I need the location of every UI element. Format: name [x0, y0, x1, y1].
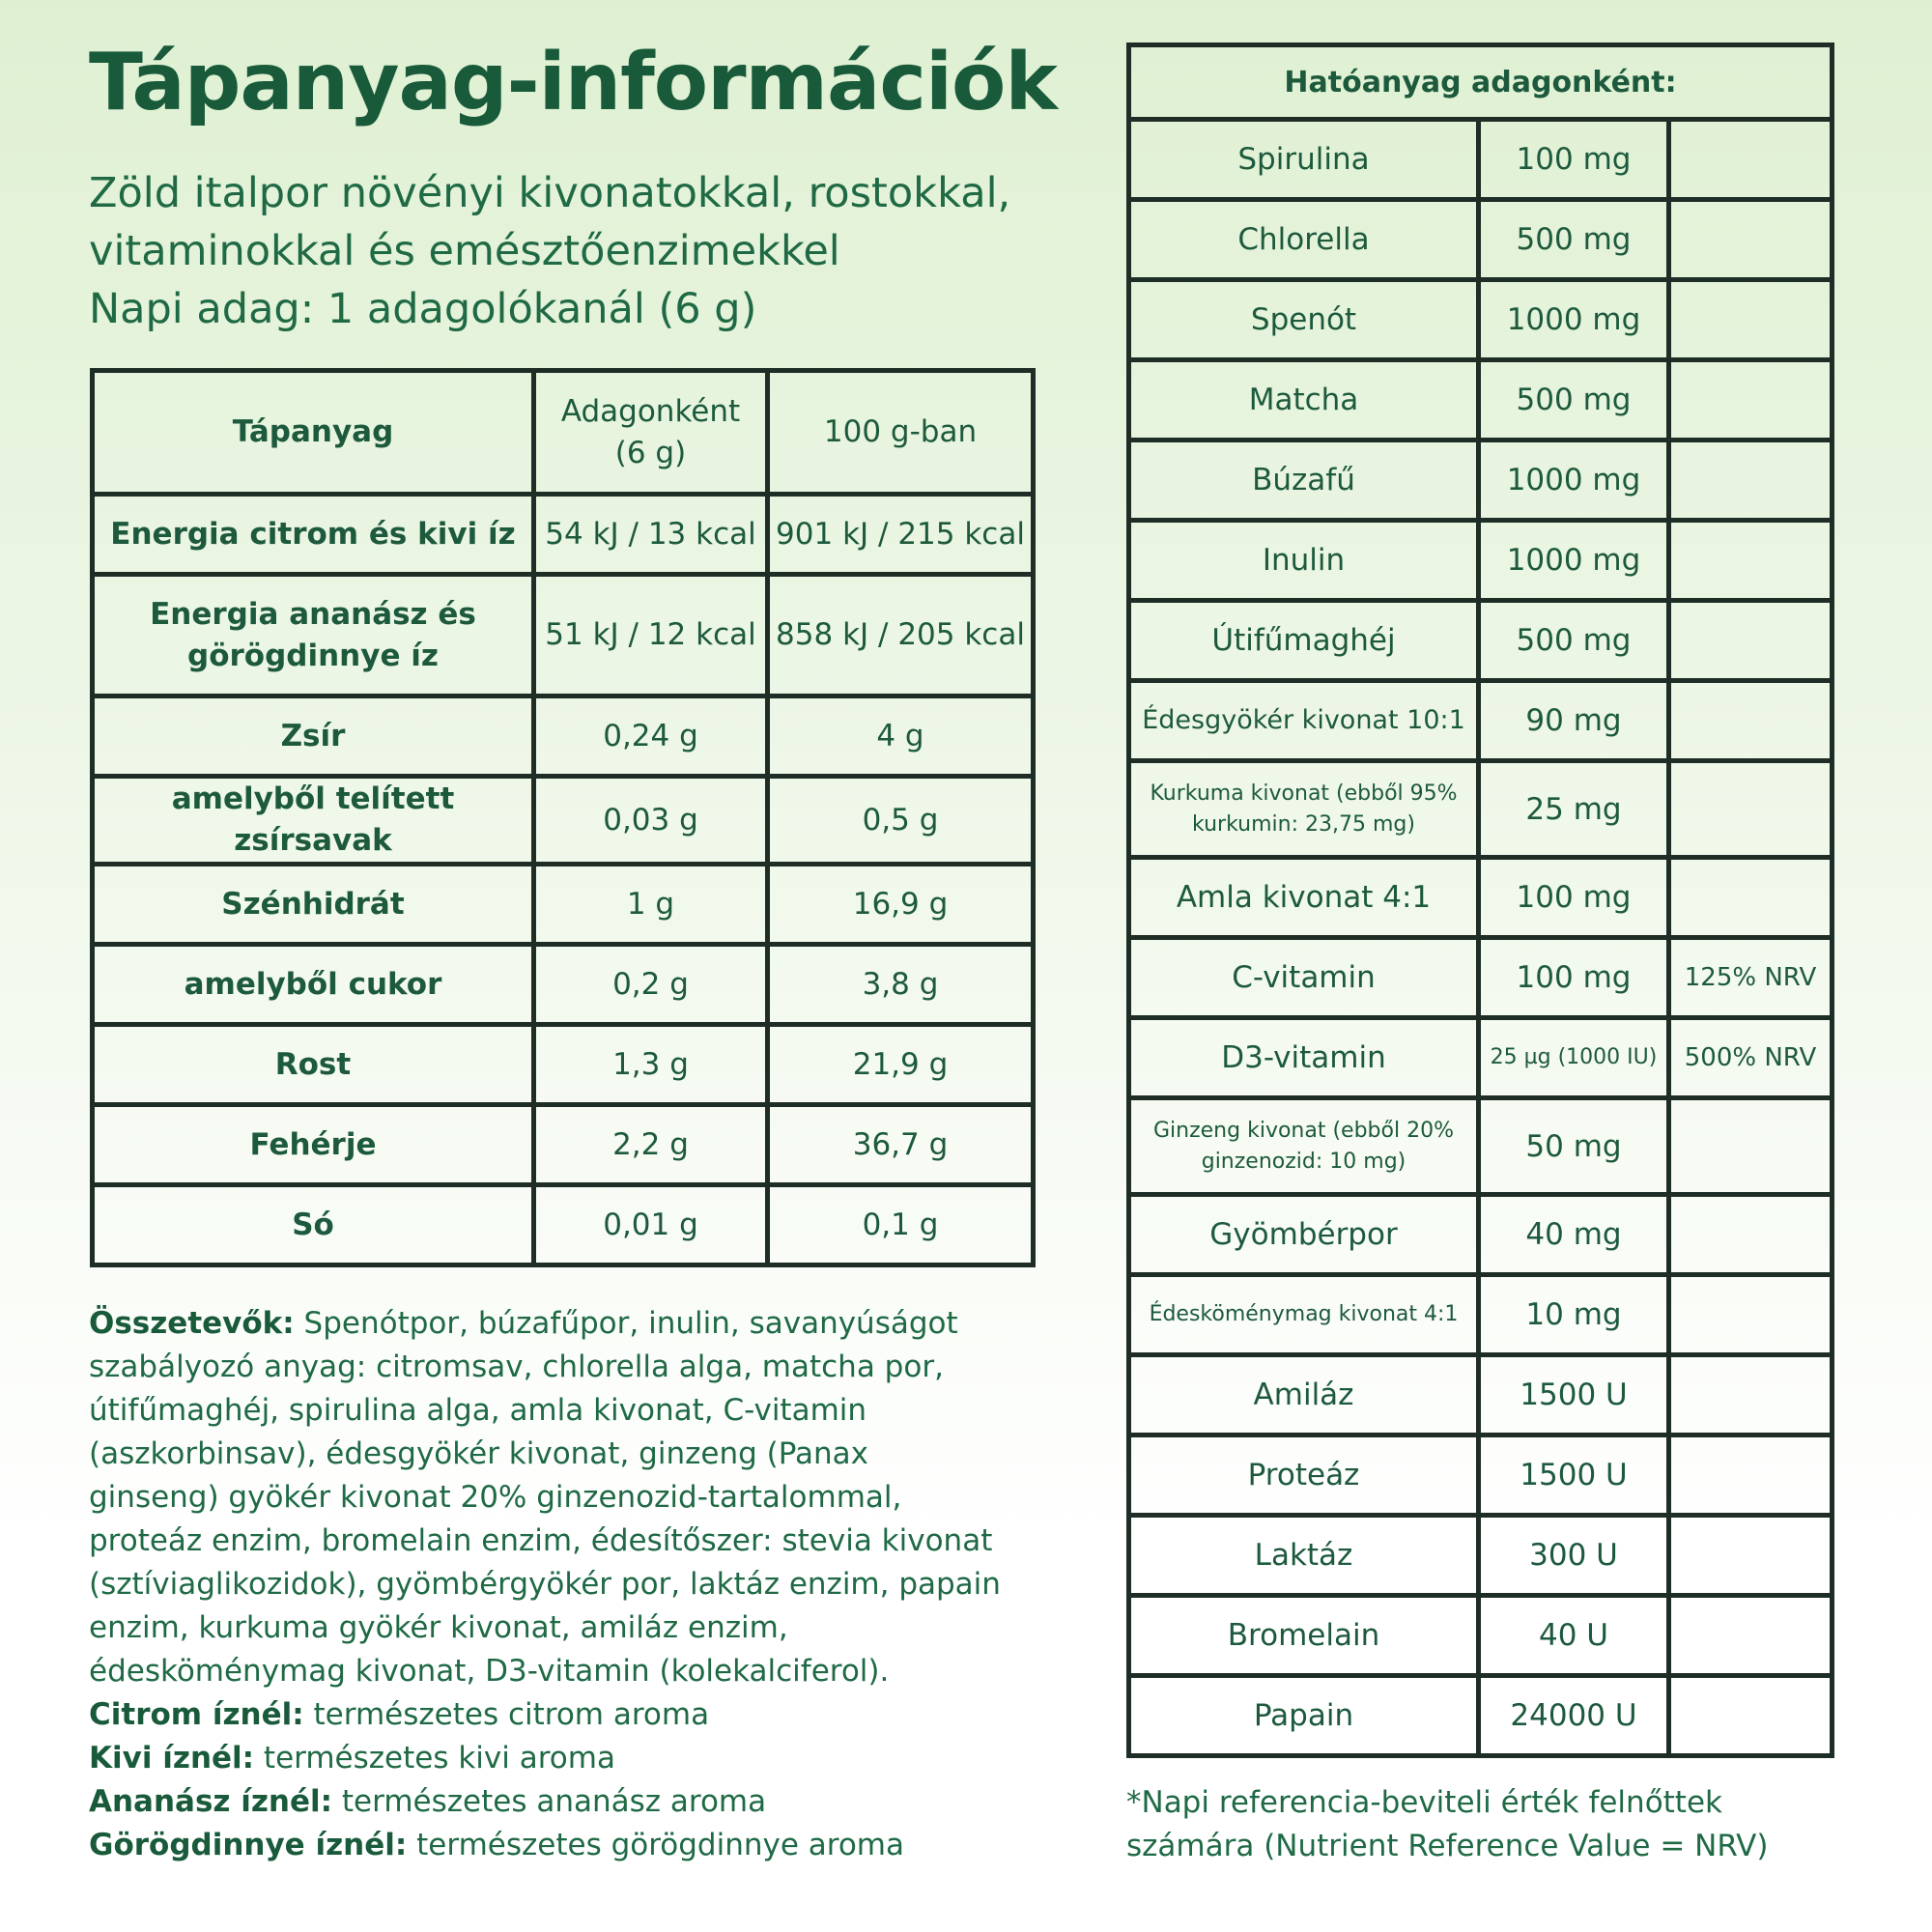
ingredients-line: enzim, kurkuma gyökér kivonat, amiláz enzim, — [89, 1610, 788, 1645]
ingredient-nrv — [1669, 200, 1833, 280]
ingredient-amount: 1000 mg — [1479, 280, 1669, 360]
table-row — [1129, 280, 1833, 360]
ingredient-nrv — [1669, 360, 1833, 440]
header-per-serving-line: Adagonként — [560, 393, 741, 429]
ingredients-line: édesköménymag kivonat, D3-vitamin (kolekalciferol). — [89, 1654, 890, 1689]
subtitle-line: Zöld italpor növényi kivonatokkal, rostokkal, — [89, 169, 1011, 217]
ingredient-nrv — [1669, 440, 1833, 521]
per-serving-value: 51 kJ / 12 kcal — [534, 575, 768, 696]
ingredient-name: Inulin — [1129, 521, 1479, 601]
per-serving-value: 1,3 g — [534, 1025, 768, 1105]
table-row — [1129, 1435, 1833, 1516]
table-row — [1129, 1018, 1833, 1098]
header-nutrient: Tápanyag — [93, 371, 534, 495]
ingredient-nrv — [1669, 761, 1833, 858]
flavor-label: Citrom íznél: — [89, 1697, 304, 1732]
nutrient-name: Rost — [93, 1025, 534, 1105]
ingredient-amount: 10 mg — [1479, 1275, 1669, 1355]
ingredient-nrv: 125% NRV — [1669, 938, 1833, 1018]
ingredients-line: ginseng) gyökér kivonat 20% ginzenozid-tartalommal, — [89, 1480, 902, 1515]
ingredient-nrv — [1669, 1098, 1833, 1195]
ingredient-name: Édesgyökér kivonat 10:1 — [1129, 681, 1479, 761]
ingredient-nrv — [1669, 681, 1833, 761]
table-row — [93, 1185, 1034, 1265]
header-per-serving — [534, 371, 768, 495]
table-row — [1129, 938, 1833, 1018]
per-serving-value: 2,2 g — [534, 1105, 768, 1185]
ingredients-section — [89, 1302, 1074, 1867]
ingredients-line: szabályozó anyag: citromsav, chlorella alga, matcha por, — [89, 1350, 944, 1384]
per-100g-value: 0,1 g — [768, 1185, 1034, 1265]
ingredient-amount: 40 mg — [1479, 1195, 1669, 1275]
ingredients-line: (aszkorbinsav), édesgyökér kivonat, ginzeng (Panax — [89, 1436, 869, 1471]
ingredient-nrv — [1669, 1596, 1833, 1676]
footnote-line: számára (Nutrient Reference Value = NRV) — [1126, 1829, 1769, 1863]
ingredient-name: Spenót — [1129, 280, 1479, 360]
per-serving-value: 1 g — [534, 865, 768, 945]
ingredient-nrv — [1669, 1435, 1833, 1516]
footnote-line: *Napi referencia-beviteli érték felnőttek — [1126, 1785, 1722, 1820]
ingredient-name: Amiláz — [1129, 1355, 1479, 1435]
per-serving-value: 0,01 g — [534, 1185, 768, 1265]
ingredient-name-line: Ginzeng kivonat (ebből 20% — [1153, 1118, 1454, 1143]
ingredient-amount: 25 µg (1000 IU) — [1479, 1018, 1669, 1098]
table-row — [93, 1105, 1034, 1185]
nutrient-name: amelyből cukor — [93, 945, 534, 1025]
table-row — [1129, 1275, 1833, 1355]
ingredient-name: Búzafű — [1129, 440, 1479, 521]
per-100g-value: 4 g — [768, 696, 1034, 777]
flavor-line — [89, 1824, 1074, 1867]
ingredient-name: Édesköménymag kivonat 4:1 — [1129, 1275, 1479, 1355]
per-serving-value: 0,03 g — [534, 777, 768, 865]
flavor-label: Kivi íznél: — [89, 1741, 255, 1776]
per-100g-value: 21,9 g — [768, 1025, 1034, 1105]
ingredient-name — [1129, 1098, 1479, 1195]
table-row — [1129, 1355, 1833, 1435]
flavor-text: természetes kivi aroma — [254, 1741, 615, 1776]
table-row — [1129, 1098, 1833, 1195]
product-subtitle — [89, 164, 1084, 338]
ingredient-nrv — [1669, 280, 1833, 360]
ingredient-name: Amla kivonat 4:1 — [1129, 858, 1479, 938]
active-header: Hatóanyag adagonként: — [1129, 45, 1833, 120]
per-100g-value: 36,7 g — [768, 1105, 1034, 1185]
ingredient-amount: 1000 mg — [1479, 521, 1669, 601]
per-100g-value: 16,9 g — [768, 865, 1034, 945]
table-row — [1129, 761, 1833, 858]
ingredient-amount: 100 mg — [1479, 120, 1669, 200]
ingredients-line: proteáz enzim, bromelain enzim, édesítőszer: stevia kivonat — [89, 1523, 993, 1558]
ingredient-nrv — [1669, 1195, 1833, 1275]
table-row — [1129, 601, 1833, 681]
flavor-line — [89, 1737, 1074, 1780]
ingredients-label: Összetevők: — [89, 1306, 295, 1341]
ingredient-amount: 25 mg — [1479, 761, 1669, 858]
table-row — [93, 865, 1034, 945]
ingredient-amount: 100 mg — [1479, 858, 1669, 938]
nutrient-name-line: görögdinnye íz — [187, 638, 439, 673]
table-row — [1129, 1596, 1833, 1676]
ingredient-amount: 500 mg — [1479, 601, 1669, 681]
ingredients-line: (sztíviaglikozidok), gyömbérgyökér por, laktáz enzim, papain — [89, 1567, 1001, 1602]
ingredients-text: Spenótpor, búzafűpor, inulin, savanyúságot — [294, 1306, 958, 1341]
table-row — [1129, 200, 1833, 280]
ingredient-amount: 1000 mg — [1479, 440, 1669, 521]
page-title: Tápanyag-információk — [89, 37, 1057, 128]
table-row — [1129, 1195, 1833, 1275]
flavor-label: Görögdinnye íznél: — [89, 1828, 408, 1862]
serving-size: Napi adag: 1 adagolókanál (6 g) — [89, 285, 757, 333]
flavor-line — [89, 1780, 1074, 1824]
ingredient-name: Útifűmaghéj — [1129, 601, 1479, 681]
ingredient-name: C-vitamin — [1129, 938, 1479, 1018]
nutrient-name: Só — [93, 1185, 534, 1265]
ingredient-nrv — [1669, 120, 1833, 200]
flavor-line — [89, 1693, 1074, 1737]
per-serving-value: 0,24 g — [534, 696, 768, 777]
per-100g-value: 0,5 g — [768, 777, 1034, 865]
flavor-text: természetes ananász aroma — [332, 1784, 767, 1819]
ingredient-amount: 90 mg — [1479, 681, 1669, 761]
table-row — [93, 777, 1034, 865]
table-row — [1129, 360, 1833, 440]
nrv-footnote — [1126, 1781, 1861, 1868]
ingredients-line — [89, 1302, 1074, 1346]
per-100g-value: 858 kJ / 205 kcal — [768, 575, 1034, 696]
table-row — [93, 945, 1034, 1025]
ingredient-name: Spirulina — [1129, 120, 1479, 200]
ingredient-amount: 40 U — [1479, 1596, 1669, 1676]
per-100g-value: 3,8 g — [768, 945, 1034, 1025]
ingredient-nrv — [1669, 521, 1833, 601]
table-row — [1129, 681, 1833, 761]
nutrition-table — [90, 368, 1036, 1267]
ingredient-amount: 50 mg — [1479, 1098, 1669, 1195]
ingredient-name: Laktáz — [1129, 1516, 1479, 1596]
per-100g-value: 901 kJ / 215 kcal — [768, 495, 1034, 575]
ingredient-name: D3-vitamin — [1129, 1018, 1479, 1098]
ingredient-nrv — [1669, 858, 1833, 938]
ingredient-nrv — [1669, 1516, 1833, 1596]
flavor-text: természetes görögdinnye aroma — [407, 1828, 905, 1862]
ingredients-line: útifűmaghéj, spirulina alga, amla kivonat, C-vitamin — [89, 1393, 867, 1428]
ingredient-nrv — [1669, 1676, 1833, 1756]
table-row — [1129, 1516, 1833, 1596]
ingredient-name: Proteáz — [1129, 1435, 1479, 1516]
subtitle-line: vitaminokkal és emésztőenzimekkel — [89, 227, 840, 275]
table-row — [93, 495, 1034, 575]
ingredient-amount: 300 U — [1479, 1516, 1669, 1596]
table-row — [93, 696, 1034, 777]
table-header-row — [93, 371, 1034, 495]
table-row — [93, 1025, 1034, 1105]
ingredient-amount: 500 mg — [1479, 200, 1669, 280]
nutrient-name-line: Energia ananász és — [150, 596, 476, 632]
ingredient-nrv — [1669, 1275, 1833, 1355]
per-serving-value: 54 kJ / 13 kcal — [534, 495, 768, 575]
ingredient-name: Gyömbérpor — [1129, 1195, 1479, 1275]
ingredient-name: Bromelain — [1129, 1596, 1479, 1676]
ingredient-amount: 1500 U — [1479, 1355, 1669, 1435]
nutrient-name: amelyből telített zsírsavak — [93, 777, 534, 865]
active-ingredients-table — [1126, 43, 1834, 1758]
ingredient-amount: 24000 U — [1479, 1676, 1669, 1756]
table-row — [93, 575, 1034, 696]
ingredient-nrv — [1669, 1355, 1833, 1435]
nutrient-name — [93, 575, 534, 696]
table-header-row — [1129, 45, 1833, 120]
flavor-text: természetes citrom aroma — [303, 1697, 710, 1732]
ingredient-name: Matcha — [1129, 360, 1479, 440]
ingredient-nrv — [1669, 601, 1833, 681]
ingredient-amount: 1500 U — [1479, 1435, 1669, 1516]
nutrient-name: Zsír — [93, 696, 534, 777]
table-row — [1129, 521, 1833, 601]
per-serving-value: 0,2 g — [534, 945, 768, 1025]
header-per-100g: 100 g-ban — [768, 371, 1034, 495]
table-row — [1129, 120, 1833, 200]
nutrient-name: Fehérje — [93, 1105, 534, 1185]
flavor-label: Ananász íznél: — [89, 1784, 333, 1819]
ingredient-name-line: kurkumin: 23,75 mg) — [1192, 811, 1415, 837]
ingredient-name: Papain — [1129, 1676, 1479, 1756]
ingredient-amount: 100 mg — [1479, 938, 1669, 1018]
ingredient-name-line: ginzenozid: 10 mg) — [1201, 1149, 1406, 1174]
ingredient-name-line: Kurkuma kivonat (ebből 95% — [1150, 781, 1458, 806]
ingredient-name — [1129, 761, 1479, 858]
header-per-serving-line: (6 g) — [614, 435, 687, 470]
table-row — [1129, 858, 1833, 938]
nutrient-name: Energia citrom és kivi íz — [93, 495, 534, 575]
table-row — [1129, 1676, 1833, 1756]
ingredient-name: Chlorella — [1129, 200, 1479, 280]
ingredient-amount: 500 mg — [1479, 360, 1669, 440]
nutrient-name: Szénhidrát — [93, 865, 534, 945]
ingredient-nrv: 500% NRV — [1669, 1018, 1833, 1098]
table-row — [1129, 440, 1833, 521]
